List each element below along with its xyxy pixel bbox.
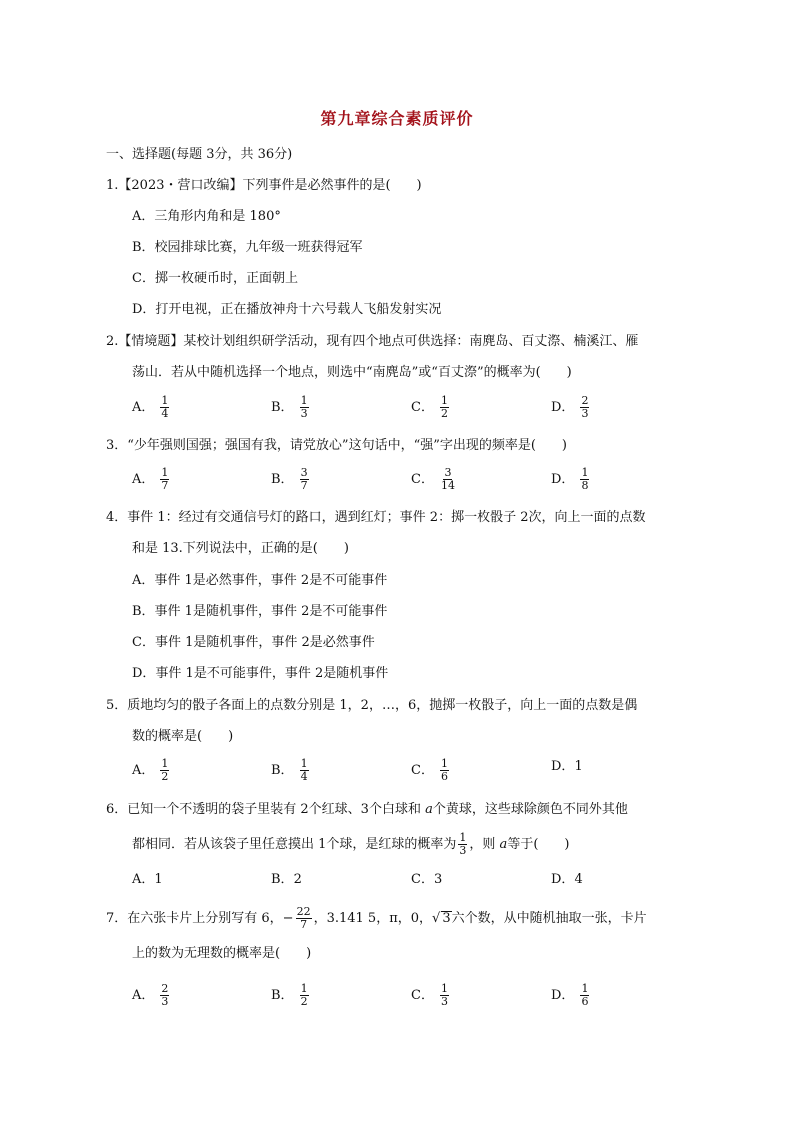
option-label: C．	[411, 762, 434, 778]
option-fraction	[300, 395, 309, 420]
fraction-denominator: 3	[300, 407, 308, 420]
fraction-denominator: 4	[300, 770, 308, 783]
option-label: C．	[411, 872, 434, 887]
question-4-option-d: D．事件 1是不可能事件，事件 2是随机事件	[132, 666, 389, 681]
question-7-stem-line-2: 上的数为无理数的概率是( )	[132, 946, 312, 961]
option-label: D．	[551, 759, 575, 774]
q5-option-d	[551, 758, 583, 776]
fraction-numerator: 1	[440, 982, 448, 995]
q6-fraction-den: 3	[459, 844, 467, 857]
fraction-numerator: 1	[581, 466, 589, 479]
q6-option-a	[132, 871, 163, 889]
option-label: A．	[132, 399, 155, 415]
q6-variable-a-2: a	[499, 837, 508, 852]
option-fraction	[300, 467, 309, 492]
q7-sqrt-radicand: 3	[442, 911, 451, 926]
option-label: B．	[271, 399, 294, 415]
q7-option-c	[411, 983, 449, 1008]
section-heading: 一、选择题(每题 3分，共 36分)	[106, 147, 293, 162]
option-fraction	[440, 395, 449, 420]
q6-line1-text-b: 个黄球，这些球除颜色不同外其他	[432, 802, 628, 817]
fraction-denominator: 3	[581, 407, 589, 420]
fraction-denominator: 8	[581, 479, 589, 492]
option-label: A．	[132, 471, 155, 487]
fraction-denominator: 4	[161, 407, 169, 420]
question-2-stem-line-1: 2.【情境题】某校计划组织研学活动，现有四个地点可供选择：南麂岛、百丈漈、楠溪江、雁	[106, 334, 639, 349]
option-fraction	[580, 983, 589, 1008]
option-value: 1	[154, 872, 163, 887]
question-4-option-c: C．事件 1是随机事件，事件 2是必然事件	[132, 635, 375, 650]
option-label: C．	[411, 471, 434, 487]
question-1-stem: 1.【2023・营口改编】下列事件是必然事件的是( )	[106, 178, 422, 193]
option-fraction	[440, 758, 449, 783]
q2-option-c	[411, 395, 449, 420]
question-6-stem-line-2	[132, 832, 569, 858]
question-1-option-b: B．校园排球比赛，九年级一班获得冠军	[132, 240, 363, 255]
option-label: A．	[132, 987, 155, 1003]
q7-fraction-den: 7	[300, 918, 308, 931]
q6-line2-text-c: 等于( )	[507, 837, 570, 852]
option-label: D．	[551, 471, 575, 487]
option-label: D．	[551, 399, 575, 415]
question-1-option-a: A．三角形内角和是 180°	[132, 209, 281, 224]
q3-option-b	[271, 467, 309, 492]
fraction-denominator: 6	[581, 995, 589, 1008]
question-5-stem-line-2: 数的概率是( )	[132, 729, 234, 744]
option-label: B．	[271, 872, 294, 887]
fraction-numerator: 1	[161, 394, 169, 407]
option-fraction	[160, 395, 169, 420]
q6-line2-text-a: 都相同．若从该袋子里任意摸出 1个球，是红球的概率为	[132, 837, 457, 852]
option-fraction	[160, 467, 169, 492]
q3-option-c	[411, 467, 456, 492]
question-1-option-d: D．打开电视，正在播放神舟十六号载人飞船发射实况	[132, 302, 442, 317]
fraction-numerator: 1	[161, 466, 169, 479]
question-6-stem-line-1	[106, 801, 628, 819]
question-1-option-c: C．掷一枚硬币时，正面朝上	[132, 271, 298, 286]
q5-option-a	[132, 758, 169, 783]
option-label: B．	[271, 762, 294, 778]
q7-line1-text-b: ，3.141 5，π，0，	[313, 911, 433, 926]
option-fraction	[440, 467, 456, 492]
fraction-denominator: 3	[161, 995, 169, 1008]
fraction-numerator: 3	[300, 466, 308, 479]
fraction-numerator: 1	[300, 757, 308, 770]
q6-line1-text-a: 6．已知一个不透明的袋子里装有 2个红球、3个白球和	[106, 802, 426, 817]
q7-option-d	[551, 983, 589, 1008]
q2-option-d	[551, 395, 589, 420]
option-label: B．	[271, 471, 294, 487]
q7-option-a	[132, 983, 169, 1008]
q6-fraction	[458, 832, 467, 857]
q6-fraction-num: 1	[459, 831, 467, 844]
option-value: 2	[293, 872, 302, 887]
fraction-numerator: 1	[581, 982, 589, 995]
q7-fraction	[296, 906, 312, 931]
fraction-numerator: 1	[300, 394, 308, 407]
fraction-numerator: 3	[444, 466, 452, 479]
q3-option-a	[132, 467, 169, 492]
q7-option-b	[271, 983, 309, 1008]
q6-variable-a: a	[425, 802, 433, 817]
option-label: C．	[411, 399, 434, 415]
option-label: D．	[551, 872, 575, 887]
option-label: A．	[132, 762, 155, 778]
option-fraction	[440, 983, 449, 1008]
q3-option-d	[551, 467, 589, 492]
option-fraction	[300, 983, 309, 1008]
option-fraction	[300, 758, 309, 783]
fraction-numerator: 1	[440, 757, 448, 770]
q6-line2-text-b: ，则	[469, 837, 500, 852]
fraction-denominator: 7	[300, 479, 308, 492]
q7-sqrt-sign: √	[432, 911, 441, 926]
fraction-denominator: 2	[161, 770, 169, 783]
q2-option-a	[132, 395, 169, 420]
q6-option-b	[271, 871, 302, 889]
fraction-denominator: 6	[440, 770, 448, 783]
option-value: 3	[433, 872, 443, 887]
q6-option-d	[551, 871, 583, 889]
fraction-denominator: 7	[161, 479, 169, 492]
question-2-stem-line-2: 荡山．若从中随机选择一个地点，则选中“南麂岛”或“百丈漈”的概率为( )	[132, 365, 572, 380]
q7-line1-text-c: 六个数，从中随机抽取一张，卡片	[451, 911, 647, 926]
option-label: A．	[132, 872, 155, 887]
option-label: B．	[271, 987, 294, 1003]
option-fraction	[160, 758, 169, 783]
option-fraction	[580, 395, 589, 420]
question-4-option-b: B．事件 1是随机事件，事件 2是不可能事件	[132, 604, 388, 619]
fraction-numerator: 2	[161, 982, 169, 995]
question-3-stem: 3．“少年强则国强；强国有我，请党放心”这句话中，“强”字出现的频率是( )	[106, 438, 567, 453]
question-4-stem-line-1: 4．事件 1：经过有交通信号灯的路口，遇到红灯；事件 2：掷一枚骰子 2次，向上一面的点数	[106, 510, 646, 525]
question-5-stem-line-1: 5．质地均匀的骰子各面上的点数分别是 1，2，…，6，抛掷一枚骰子，向上一面的点数是偶	[106, 698, 638, 713]
question-7-stem-line-1	[106, 905, 647, 933]
fraction-numerator: 1	[161, 757, 169, 770]
fraction-denominator: 3	[440, 995, 448, 1008]
fraction-numerator: 2	[581, 394, 589, 407]
option-value: 4	[574, 872, 583, 887]
option-value: 1	[574, 759, 583, 774]
question-4-stem-line-2: 和是 13.下列说法中，正确的是( )	[132, 541, 349, 556]
q5-option-b	[271, 758, 309, 783]
q6-option-c	[411, 871, 442, 889]
fraction-denominator: 2	[440, 407, 448, 420]
q5-option-c	[411, 758, 449, 783]
fraction-denominator: 2	[300, 995, 308, 1008]
q7-fraction-num: 22	[296, 905, 311, 918]
fraction-numerator: 1	[300, 982, 308, 995]
option-fraction	[580, 467, 589, 492]
question-4-option-a: A．事件 1是必然事件，事件 2是不可能事件	[132, 573, 388, 588]
option-fraction	[160, 983, 169, 1008]
q7-line1-text-a: 7．在六张卡片上分别写有 6，−	[106, 911, 294, 926]
fraction-numerator: 1	[440, 394, 448, 407]
fraction-denominator: 14	[440, 479, 455, 492]
page-title: 第九章综合素质评价	[320, 109, 474, 128]
option-label: D．	[551, 987, 575, 1003]
option-label: C．	[411, 987, 434, 1003]
q2-option-b	[271, 395, 309, 420]
